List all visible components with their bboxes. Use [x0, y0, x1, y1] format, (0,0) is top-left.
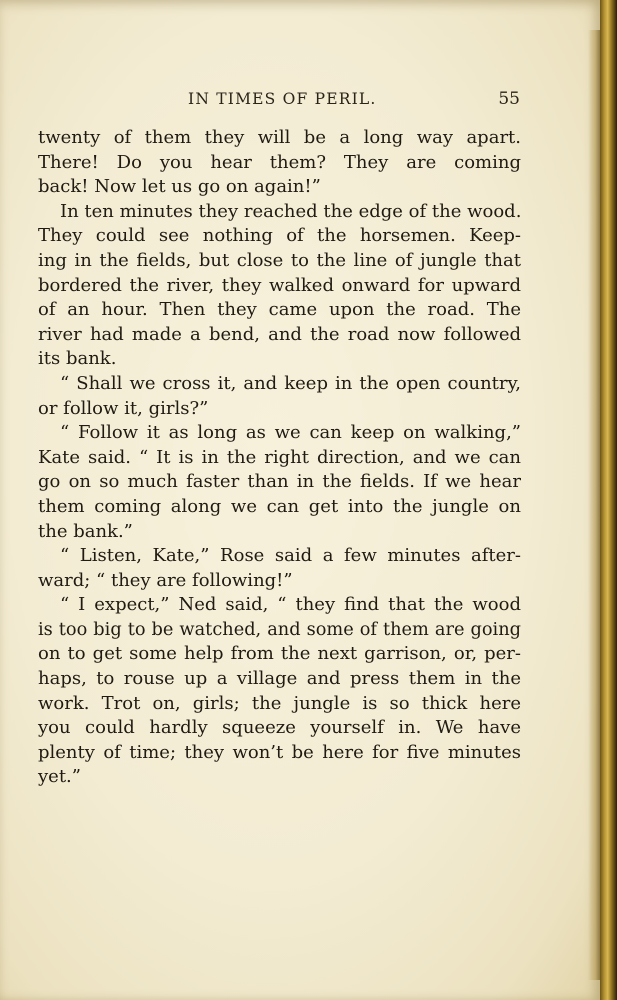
text-line: They could see nothing of the horsemen. Keep- [38, 225, 521, 247]
page-number: 55 [498, 89, 520, 109]
text-line: There! Do you hear them? They are coming [38, 151, 521, 173]
text-line: twenty of them they will be a long way apart. [38, 127, 521, 148]
text-line: the bank.” [38, 520, 133, 542]
text-line: or follow it, girls?” [38, 397, 209, 419]
text-line: In ten minutes they reached the edge of the wood. [60, 200, 522, 222]
text-line: “ I expect,” Ned said, “ they find that the wood [60, 594, 521, 616]
text-line: its bank. [38, 348, 117, 370]
text-line: yet.” [38, 766, 81, 788]
text-line: them coming along we can get into the jungle on [38, 495, 521, 517]
text-line: ward; “ they are following!” [38, 569, 293, 591]
book-spine [600, 0, 617, 1000]
text-line: haps, to rouse up a village and press them in the [38, 668, 521, 690]
text-line: plenty of time; they won’t be here for five minutes [38, 741, 521, 763]
text-line: of an hour. Then they came upon the road. The [38, 299, 521, 321]
text-line: work. Trot on, girls; the jungle is so thick here [38, 692, 521, 714]
running-title: IN TIMES OF PERIL. [188, 90, 377, 108]
text-line: Kate said. “ It is in the right direction, and we can [38, 446, 521, 468]
text-line: go on so much faster than in the fields. If we hear [38, 471, 521, 493]
text-line: ing in the fields, but close to the line of jungle that [38, 249, 521, 271]
page-header [188, 88, 520, 112]
body-text [38, 126, 521, 790]
text-line: “ Shall we cross it, and keep in the open country, [60, 372, 521, 394]
text-line: on to get some help from the next garrison, or, per- [38, 643, 521, 665]
text-line: “ Follow it as long as we can keep on walking,” [60, 422, 521, 444]
text-line: river had made a bend, and the road now followed [38, 323, 521, 345]
text-line: bordered the river, they walked onward for upward [38, 274, 521, 296]
text-line: is too big to be watched, and some of them are going [38, 619, 521, 640]
text-line: “ Listen, Kate,” Rose said a few minutes after- [60, 545, 521, 567]
text-line: back! Now let us go on again!” [38, 176, 321, 198]
page-edge [588, 30, 600, 980]
text-line: you could hardly squeeze yourself in. We have [38, 717, 521, 739]
